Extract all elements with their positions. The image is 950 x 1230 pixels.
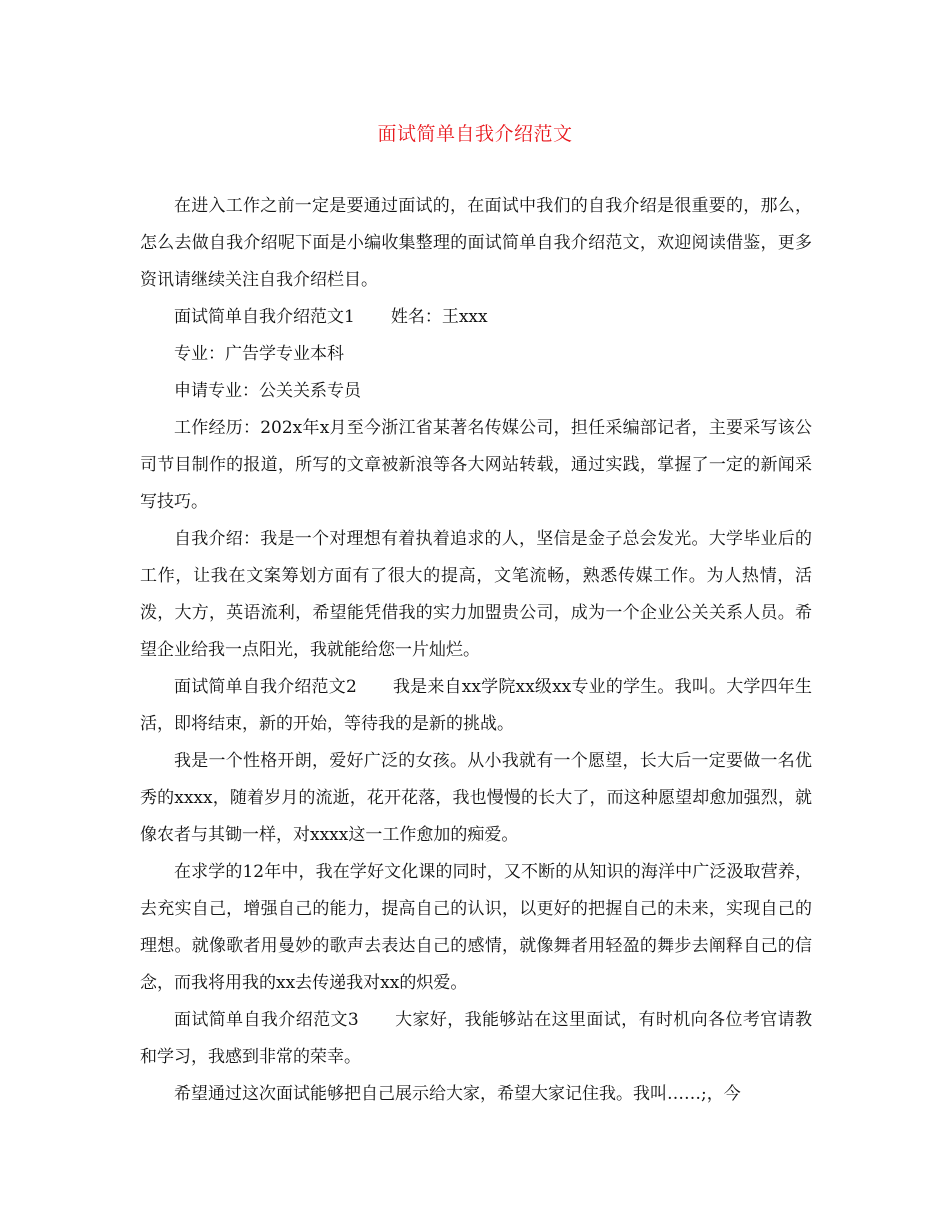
document-body [140, 188, 812, 1113]
sample3-paragraph-1: 希望通过这次面试能够把自己展示给大家，希望大家记住我。我叫……;，今 [174, 1084, 741, 1104]
sample1-heading-line [140, 299, 812, 336]
intro-paragraph: 在进入工作之前一定是要通过面试的，在面试中我们的自我介绍是很重要的，那么，怎么去做自我介绍呢下面是小编收集整理的面试简单自我介绍范文，欢迎阅读借鉴，更多资讯请继续关注自我介绍栏目。 [140, 196, 812, 290]
sample1-self-intro: 自我介绍：我是一个对理想有着执着追求的人，坚信是金子总会发光。大学毕业后的工作，让我在文案筹划方面有了很大的提高，文笔流畅，熟悉传媒工作。为人热情，活泼，大方，英语流利，希望能凭借我的实力加盟贵公司，成为一个企业公关关系人员。希望企业给我一点阳光，我就能给您一片灿烂。 [140, 529, 812, 660]
document-title: 面试简单自我介绍范文 [377, 123, 573, 145]
sample1-heading: 面试简单自我介绍范文1 [174, 307, 355, 327]
sample2-heading: 面试简单自我介绍范文2 [174, 677, 357, 697]
sample1-name: 姓名：王xxx [390, 307, 488, 327]
sample2-paragraph-2: 在求学的12年中，我在学好文化课的同时，又不断的从知识的海洋中广泛汲取营养，去充实自己，增强自己的能力，提高自己的认识，以更好的把握自己的未来，实现自己的理想。就像歌者用曼妙的歌声去表达自己的感情，就像舞者用轻盈的舞步去阐释自己的信念，而我将用我的xx去传递我对xx的炽爱。 [140, 862, 812, 993]
sample1-apply: 申请专业：公关关系专员 [174, 381, 361, 401]
sample2-paragraph-1: 我是一个性格开朗，爱好广泛的女孩。从小我就有一个愿望，长大后一定要做一名优秀的xxxx，随着岁月的流逝，花开花落，我也慢慢的长大了，而这种愿望却愈加强烈，就像农者与其锄一样，对xxxx这一工作愈加的痴爱。 [140, 751, 812, 845]
sample2-opening: 我是来自xx学院xx级xx专业的学生。我叫。大学四年生活，即将结束，新的开始，等待我的是新的挑战。 [140, 677, 812, 734]
sample1-experience: 工作经历：202x年x月至今浙江省某著名传媒公司，担任采编部记者，主要采写该公司节目制作的报道，所写的文章被新浪等各大网站转载，通过实践，掌握了一定的新闻采写技巧。 [140, 418, 812, 512]
sample2-heading-line [140, 669, 812, 743]
sample3-opening: 大家好，我能够站在这里面试，有时机向各位考官请教和学习，我感到非常的荣幸。 [140, 1010, 812, 1067]
sample1-major: 专业：广告学专业本科 [174, 344, 344, 364]
sample3-heading: 面试简单自我介绍范文3 [174, 1010, 359, 1030]
sample3-heading-line [140, 1002, 812, 1076]
